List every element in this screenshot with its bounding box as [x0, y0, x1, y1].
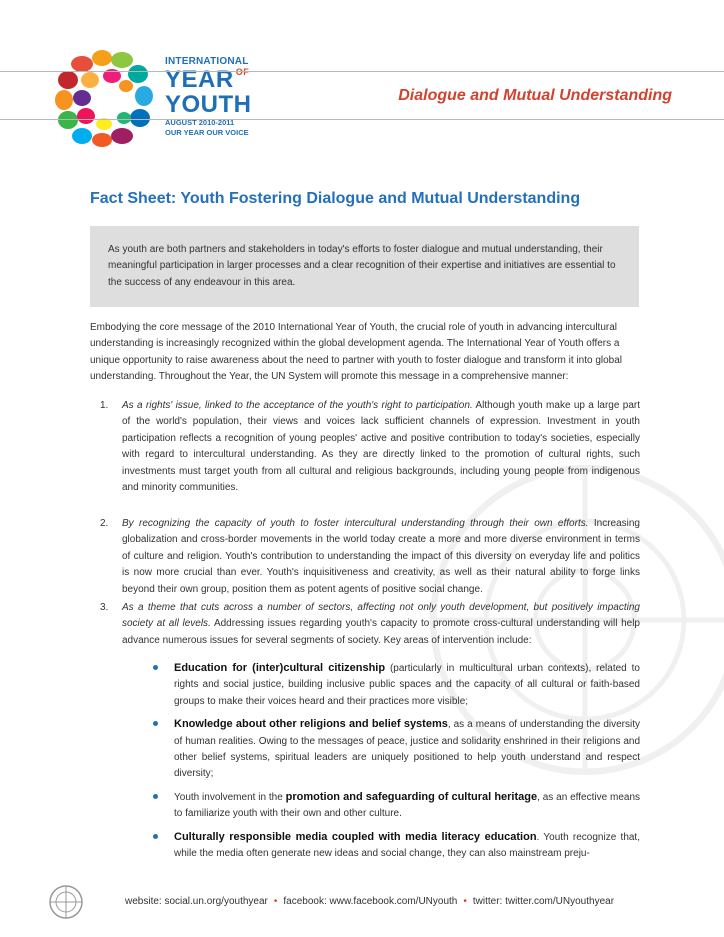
footer-facebook-link[interactable]: facebook: www.facebook.com/UNyouth — [283, 896, 458, 907]
list-item — [150, 716, 640, 783]
item-text: Although youth make up a large part of the world's population, their views and voices lack sufficient channels of expression. Investment in youth participation reflects a recognition of young peoples' active and positive contribution to today's societies, especially with regard to intercultural understanding. As they are directly linked to the promotion of cultural rights, such investments must target youth from all cultural and religious backgrounds, including young people from indigenous and minority communities. — [122, 400, 640, 494]
footer-website-link[interactable]: website: social.un.org/youthyear — [125, 896, 268, 907]
bullet-post: , as an effective means to familiarize youth with their own and other culture. — [174, 791, 641, 820]
item-number: 1. — [100, 400, 109, 411]
logo-line-slogan: OUR YEAR OUR VOICE — [165, 127, 249, 137]
intro-box — [90, 226, 639, 307]
item-lead: As a theme that cuts across a number of sectors, affecting not only youth development, but positively impacting society at all levels. — [122, 602, 640, 630]
numbered-item-2 — [100, 516, 640, 598]
bullet-bold: Culturally responsible media coupled with media literacy education — [174, 830, 537, 843]
numbered-item-3 — [100, 600, 640, 649]
item-content — [100, 516, 640, 598]
intro-text: As youth are both partners and stakeholders in today's efforts to foster dialogue and mutual understanding, their meaningful participation in larger processes and a clear recognition of their expertise and initiatives are essential to the success of any endeavour in this area. — [108, 244, 616, 288]
bullet-post: (particularly in multicultural urban contexts), related to rights and social justice, building inclusive public spaces and the capacity of all cultural or faith-based groups to make their voices heard and their practices more visible; — [174, 663, 640, 707]
header-section-title: Dialogue and Mutual Understanding — [398, 87, 672, 104]
list-item — [150, 829, 640, 863]
item-number: 2. — [100, 518, 109, 529]
item-text: Addressing issues regarding youth's capacity to promote cross-cultural understanding will help advance numerous issues for several segments of society. Key areas of intervention include: — [122, 618, 640, 646]
bullet-icon — [153, 834, 158, 839]
bullet-icon — [153, 794, 158, 799]
item-content — [100, 600, 640, 649]
bullet-post: , as a means of understanding the diversity of human realities. Owing to the messages of peace, justice and solidarity enshrined in their religions and other belief systems, spiritual leaders are uniquely positioned to help youth understand and respect diversity; — [174, 719, 640, 780]
bullet-pre: Youth involvement in the — [174, 791, 286, 803]
bullet-bold: Knowledge about other religions and belief systems — [174, 718, 448, 731]
intervention-bullet-list — [150, 660, 640, 868]
item-lead: By recognizing the capacity of youth to foster intercultural understanding through their own efforts. — [122, 518, 589, 529]
bullet-icon — [153, 721, 158, 726]
bullet-bold: promotion and safeguarding of cultural heritage — [285, 790, 538, 803]
logo-line-international: INTERNATIONAL — [165, 56, 249, 67]
footer-separator: • — [273, 896, 278, 907]
header-divider-top — [0, 71, 724, 72]
logo-year-word: YEAR — [165, 66, 234, 93]
bullet-post: . Youth recognize that, while the media often generate new ideas and social change, they can also mainstream preju- — [174, 831, 640, 860]
page-title: Fact Sheet: Youth Fostering Dialogue and Mutual Understanding — [90, 190, 581, 207]
paragraph-intro: Embodying the core message of the 2010 International Year of Youth, the crucial role of youth in advancing intercultural understanding is increasingly recognized within the global development agenda. The International Year of Youth offers a unique opportunity to raise awareness about the need to partner with youth to foster dialogue and transform it into global understanding. Throughout the Year, the UN System will promote this message in a comprehensive manner: — [90, 322, 623, 383]
footer-separator: • — [463, 896, 467, 907]
logo-line-youth: YOUTH — [165, 91, 252, 118]
bullet-icon — [153, 665, 158, 670]
item-number: 3. — [100, 602, 109, 613]
footer-twitter-link[interactable]: twitter: twitter.com/UNyouthyear — [472, 896, 615, 907]
list-item — [150, 789, 640, 823]
item-lead: As a rights' issue, linked to the acceptance of the youth's right to participation. — [122, 400, 473, 411]
numbered-item-1 — [100, 398, 640, 496]
item-text: Increasing globalization and cross-border movements in the world today create a more and more diverse environment in terms of culture and religion. Youth's contribution to understanding the impact of this diversity on everyday life and politics is now more crucial than ever. Youth's inquisitiveness and creativity, as well as their natural ability to forge links beyond their own group, position them as potent agents of positive social change. — [122, 518, 640, 595]
iyy-logo-icon — [52, 46, 158, 150]
header-divider-bottom — [0, 119, 724, 120]
logo-line-dates: AUGUST 2010-2011 — [165, 118, 235, 127]
logo-of-word: OF — [235, 67, 250, 77]
un-emblem-icon — [48, 884, 84, 920]
bullet-bold: Education for (inter)cultural citizenship — [174, 662, 386, 674]
logo-wordmark — [165, 57, 252, 136]
footer-links — [125, 896, 614, 907]
item-content — [100, 398, 640, 496]
list-item — [150, 660, 640, 710]
